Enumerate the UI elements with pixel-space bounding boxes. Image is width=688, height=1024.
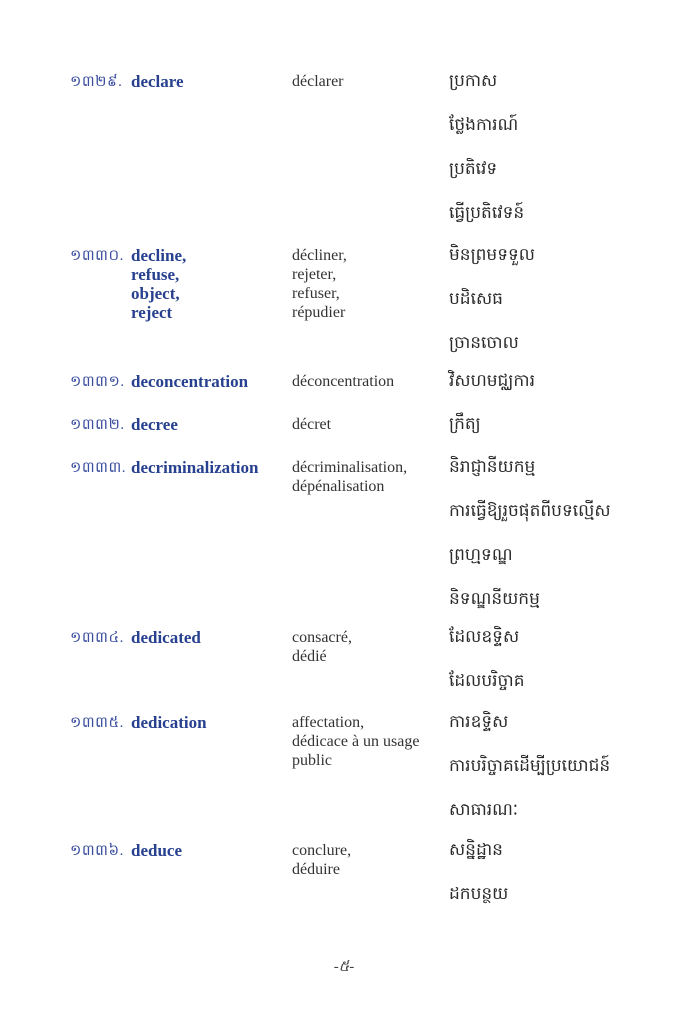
english-terms: [131, 246, 186, 322]
english-term: dedication: [131, 713, 207, 732]
khmer-term: ការបរិច្ចាគដើម្បីប្រយោជន៍: [449, 756, 611, 776]
khmer-term: ដែលបរិច្ចាគ: [449, 671, 525, 691]
french-term: dépénalisation: [292, 478, 385, 495]
english-term: reject: [131, 303, 173, 322]
entry-number: ១៣៣៥.: [70, 715, 124, 731]
french-terms: [292, 246, 442, 322]
french-term: déduire: [292, 861, 340, 878]
french-term: rejeter,: [292, 266, 337, 283]
english-term: decline,: [131, 246, 187, 265]
french-terms: [292, 628, 442, 666]
khmer-terms: [449, 70, 524, 246]
khmer-term: មិនព្រមទទួល: [449, 245, 535, 265]
khmer-term: ដកបន្ថយ: [449, 884, 509, 904]
khmer-terms: [449, 244, 535, 376]
khmer-term: និទណ្ឌនីយកម្ម: [449, 589, 540, 609]
entry-number: ១៣៣១.: [70, 374, 125, 390]
entry-number: ១៣២៩.: [70, 74, 123, 90]
french-term: déconcentration: [292, 373, 395, 390]
french-terms: [292, 841, 442, 879]
french-term: conclure,: [292, 842, 352, 859]
khmer-term: ថ្លែងការណ៍: [449, 115, 519, 135]
english-term: deduce: [131, 841, 182, 860]
khmer-term: ច្រានចោល: [449, 333, 519, 353]
khmer-terms: [449, 456, 611, 632]
french-term: affectation,: [292, 714, 365, 731]
french-term: décriminalisation,: [292, 459, 408, 476]
english-terms: [131, 372, 248, 391]
khmer-term: ធ្វើប្រតិវេទន៍: [449, 203, 525, 223]
french-term: dédié: [292, 648, 327, 665]
french-terms: [292, 72, 442, 91]
english-terms: [131, 628, 201, 647]
english-term: decree: [131, 415, 178, 434]
english-term: refuse,: [131, 265, 180, 284]
french-term: dédicace à un usage: [292, 733, 420, 750]
khmer-terms: [449, 839, 508, 927]
english-term: object,: [131, 284, 180, 303]
entry-number: ១៣៣២.: [70, 417, 125, 433]
khmer-term: បដិសេធ: [449, 289, 503, 309]
english-terms: [131, 415, 178, 434]
french-terms: [292, 372, 442, 391]
khmer-term: ដែលឧទ្ទិស: [449, 627, 520, 647]
khmer-term: សាធារណៈ: [449, 800, 519, 820]
khmer-term: ការធ្វើឱ្យរួចផុតពីបទល្មើស: [449, 501, 611, 521]
english-terms: [131, 841, 182, 860]
khmer-term: និរាជ្ញានីយកម្ម: [449, 457, 536, 477]
page-number: -៥-: [333, 959, 355, 975]
english-terms: [131, 72, 184, 91]
khmer-terms: [449, 711, 610, 843]
entry-number: ១៣៣៦.: [70, 843, 124, 859]
french-term: public: [292, 752, 332, 769]
french-term: répudier: [292, 304, 346, 321]
english-terms: [131, 713, 207, 732]
french-term: déclarer: [292, 73, 344, 90]
entry-number: ១៣៣៣.: [70, 460, 127, 476]
french-term: décret: [292, 416, 332, 433]
french-terms: [292, 713, 442, 770]
french-term: décliner,: [292, 247, 347, 264]
french-terms: [292, 458, 442, 496]
entry-number: ១៣៣០.: [70, 248, 124, 264]
english-term: declare: [131, 72, 184, 91]
khmer-term: ក្រឹត្យ: [449, 414, 481, 434]
khmer-terms: [449, 413, 481, 457]
english-term: deconcentration: [131, 372, 249, 391]
khmer-term: វិសហមជ្ឈការ: [449, 371, 535, 391]
english-terms: [131, 458, 258, 477]
khmer-term: ប្រកាស: [449, 71, 498, 91]
french-terms: [292, 415, 442, 434]
khmer-terms: [449, 370, 535, 414]
english-term: decriminalization: [131, 458, 259, 477]
khmer-term: ព្រហ្មទណ្ឌ: [449, 545, 513, 565]
khmer-term: ប្រតិវេទ: [449, 159, 498, 179]
khmer-terms: [449, 626, 525, 714]
french-term: consacré,: [292, 629, 352, 646]
khmer-term: សន្និដ្ឋាន: [449, 840, 503, 860]
french-term: refuser,: [292, 285, 340, 302]
khmer-term: ការឧទ្ទិស: [449, 712, 509, 732]
entry-number: ១៣៣៤.: [70, 630, 124, 646]
english-term: dedicated: [131, 628, 201, 647]
